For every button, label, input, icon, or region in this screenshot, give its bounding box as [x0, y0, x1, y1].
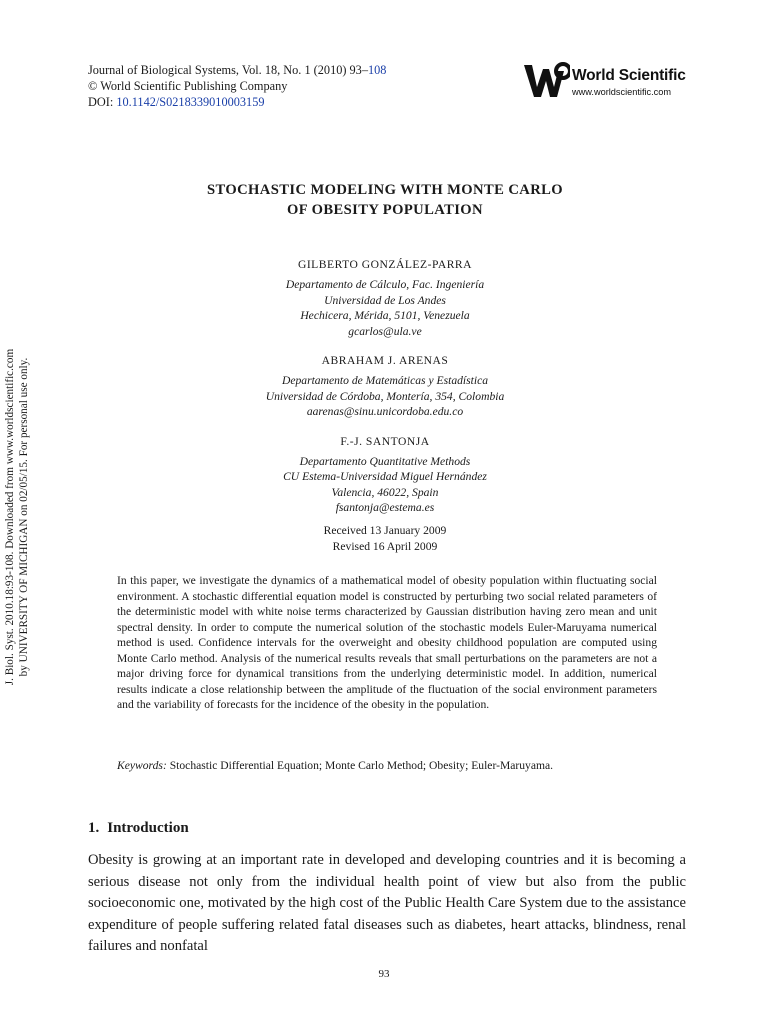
- abstract: In this paper, we investigate the dynamics of a mathematical model of obesity population within fluctuating social environment. A stochastic differential equation model is constructed by perturbing two social related parameters of the deterministic model with white noise terms characterized by Gaussian distribution having zero mean and unit spectral density. In order to compute the numerical solution of the stochastic models Euler-Maruyama numerical method is used. Confidence intervals for the overweight and obesity childhood population are computed using Monte Carlo method. Analysis of the numerical results reveals that small perturbations on the parameters are not a major driving force for dynamical transitions from the underlying deterministic model. In addition, numerical results indicate a close relationship between the amplitude of the fluctuation of the social environment parameters and the variability of forecasts for the incidence of the obesity in the population.: [117, 574, 657, 711]
- author-email: gcarlos@ula.ve: [348, 324, 422, 338]
- logo-url-text: www.worldscientific.com: [572, 87, 672, 97]
- author-block: [88, 353, 682, 420]
- received-date: Received 13 January 2009: [323, 524, 447, 537]
- author-affiliation: CU Estema-Universidad Miguel Hernández: [283, 470, 487, 483]
- author-block: [88, 257, 682, 339]
- author-affiliation: Departamento Quantitative Methods: [299, 454, 471, 468]
- author-list: [88, 257, 682, 530]
- author-block: [88, 434, 682, 516]
- author-affiliation: Valencia, 46022, Spain: [331, 485, 439, 499]
- author-affiliation: Departamento de Cálculo, Fac. Ingeniería: [285, 278, 485, 291]
- publisher-logo: [522, 59, 692, 103]
- author-name: F.-J. SANTONJA: [340, 434, 430, 448]
- author-email: aarenas@sinu.unicordoba.edu.co: [306, 405, 464, 418]
- author-name: ABRAHAM J. ARENAS: [321, 354, 449, 367]
- author-affiliation: Universidad de Los Andes: [324, 293, 446, 307]
- section-number: 1.: [88, 820, 100, 836]
- keywords-label: Keywords:: [117, 759, 167, 772]
- download-side-note: J. Biol. Syst. 2010.18:93-108. Downloaded from www.worldscientific.com by UNIVERSITY OF MICHIGAN on 02/05/15. For personal use only.: [4, 348, 30, 686]
- keywords: [117, 758, 657, 774]
- author-email: fsantonja@estema.es: [335, 501, 435, 514]
- revised-date: Revised 16 April 2009: [332, 539, 438, 553]
- author-affiliation: Departamento de Matemáticas y Estadística: [281, 374, 489, 387]
- intro-paragraph: Obesity is growing at an important rate in developed and developing countries and it is becoming a serious disease not only from the individual health point of view but also from the public socioeconomic one, motivated by the high cost of the Public Health Care System due to the assistance expenditure of people suffering related fatal diseases such as diabetes, heart attacks, blindness, renal failures and nonfatal: [88, 852, 686, 954]
- doi-link[interactable]: 10.1142/S0218339010003159: [116, 95, 265, 109]
- publisher-line: © World Scientific Publishing Company: [88, 79, 288, 93]
- section-title: Introduction: [107, 820, 189, 836]
- page-number: 93: [378, 968, 390, 980]
- world-scientific-logo-icon: [522, 59, 570, 101]
- author-affiliation: Universidad de Córdoba, Montería, 354, Colombia: [265, 389, 505, 403]
- end-page-link[interactable]: 108: [367, 63, 387, 77]
- section-heading: [88, 820, 189, 837]
- journal-header: [88, 62, 386, 110]
- doi-line: DOI: 10.1142/S0218339010003159: [88, 95, 265, 109]
- author-name: GILBERTO GONZÁLEZ-PARRA: [297, 258, 473, 271]
- logo-brand-text: World Scientific: [572, 67, 686, 84]
- keywords-list: Stochastic Differential Equation; Monte Carlo Method; Obesity; Euler-Maruyama.: [169, 759, 554, 772]
- journal-citation: Journal of Biological Systems, Vol. 18, No. 1 (2010) 93–108: [88, 63, 387, 77]
- paper-title: STOCHASTIC MODELING WITH MONTE CARLO OF OBESITY POPULATION: [206, 182, 564, 218]
- author-affiliation: Hechicera, Mérida, 5101, Venezuela: [300, 309, 470, 322]
- submission-dates: [88, 523, 682, 554]
